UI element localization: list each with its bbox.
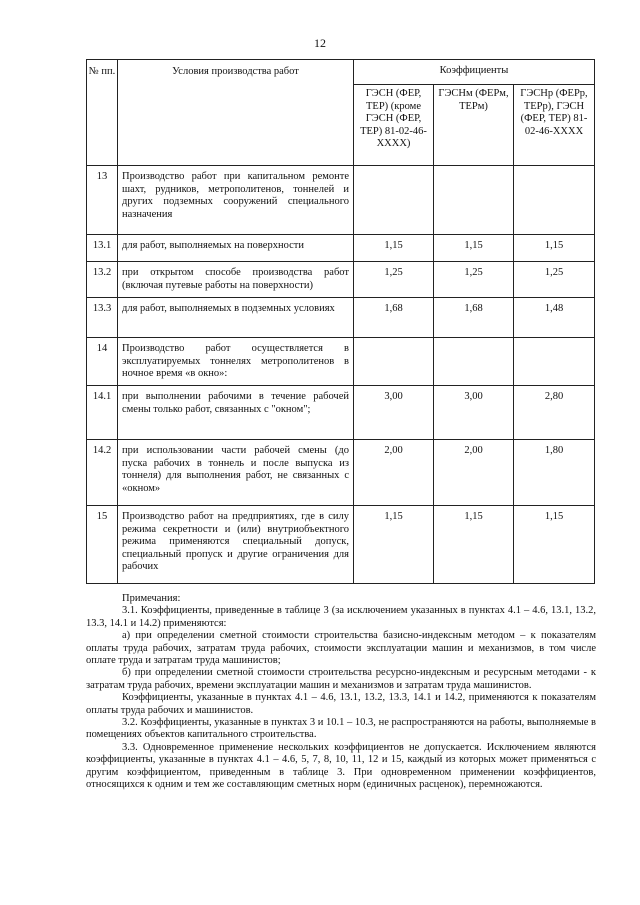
note-paragraph: б) при определении сметной стоимости строительства ресурсно-индексным и ресурсным методами - к затратам труда рабочих, времени эксплуатации машин и механизмов и затратам труда машинистов. — [86, 667, 596, 691]
row-text: для работ, выполняемых в подземных условиях — [118, 298, 354, 338]
header-conditions: Условия производства работ — [118, 60, 354, 166]
row-k2 — [434, 338, 514, 386]
row-k2: 1,15 — [434, 235, 514, 262]
row-text: при использовании части рабочей смены (до пуска рабочих в тоннель и после выпуска из тоннеля) для выполнения работ, не связанных с «окном» — [118, 440, 354, 506]
table-row — [87, 166, 595, 235]
table-row — [87, 506, 595, 584]
row-k3: 1,25 — [514, 262, 595, 298]
row-text: Производство работ при капитальном ремонте шахт, рудников, метрополитенов, тоннелей и других подземных сооружений специального назначения — [118, 166, 354, 235]
note-paragraph: 3.2. Коэффициенты, указанные в пунктах 3 и 10.1 – 10.3, не распространяются на работы, выполняемые в помещениях объектов капитального строительства. — [86, 717, 596, 741]
table-row — [87, 262, 595, 298]
note-paragraph: 3.1. Коэффициенты, приведенные в таблице 3 (за исключением указанных в пунктах 4.1 – 4.6, 13.1, 13.2, 13.3, 14.1 и 14.2) применяются: — [86, 605, 596, 629]
coefficients-table — [86, 59, 595, 584]
row-num: 15 — [87, 506, 118, 584]
row-k1: 1,25 — [354, 262, 434, 298]
row-k3: 1,15 — [514, 235, 595, 262]
row-k1: 1,15 — [354, 235, 434, 262]
header-num: № пп. — [87, 60, 118, 166]
row-k2: 3,00 — [434, 386, 514, 440]
header-col-gesn: ГЭСН (ФЕР, ТЕР) (кроме ГЭСН (ФЕР, ТЕР) 81-02-46-ХХХХ) — [354, 85, 434, 166]
row-k3 — [514, 338, 595, 386]
row-k2: 1,25 — [434, 262, 514, 298]
row-k1: 2,00 — [354, 440, 434, 506]
note-paragraph: 3.3. Одновременное применение нескольких коэффициентов не допускается. Исключением являются коэффициенты, указанные в пунктах 4.1 – 4.6, 5, 7, 8, 10, 11, 12 и 15, каждый из которых может применяться с другим коэффициентом, приведенным в таблице 3. При одновременном применении коэффициентов, относящихся к одним и тем же составляющим сметных норм (единичных расценок), перемножаются. — [86, 741, 596, 791]
row-text: для работ, выполняемых на поверхности — [118, 235, 354, 262]
table-row — [87, 298, 595, 338]
row-k3: 1,48 — [514, 298, 595, 338]
header-col-gesnm: ГЭСНм (ФЕРм, ТЕРм) — [434, 85, 514, 166]
row-k2: 1,68 — [434, 298, 514, 338]
note-paragraph: Коэффициенты, указанные в пунктах 4.1 – 4.6, 13.1, 13.2, 13.3, 14.1 и 14.2, применяются к показателям оплаты труда рабочих и машинистов. — [86, 692, 596, 716]
row-text: при выполнении рабочими в течение рабочей смены только работ, связанных с "окном"; — [118, 386, 354, 440]
table-row — [87, 440, 595, 506]
row-text: Производство работ на предприятиях, где в силу режима секретности и (или) внутриобъектного режима применяются специальный допуск, специальный пропуск и другие ограничения для рабочих — [118, 506, 354, 584]
note-paragraph: а) при определении сметной стоимости строительства базисно-индексным методом – к показателям оплаты труда рабочих, затратам труда рабочих, стоимости эксплуатации машин и механизмов, в том числе оплате труда и затратам труда машинистов; — [86, 630, 596, 667]
table-row — [87, 235, 595, 262]
row-num: 13.1 — [87, 235, 118, 262]
row-k3: 1,80 — [514, 440, 595, 506]
table-row — [87, 386, 595, 440]
row-k2: 2,00 — [434, 440, 514, 506]
row-text: Производство работ осуществляется в эксплуатируемых тоннелях метрополитенов в ночное время «в окно»: — [118, 338, 354, 386]
row-num: 14.2 — [87, 440, 118, 506]
header-coefficients: Коэффициенты — [354, 60, 595, 85]
row-k2: 1,15 — [434, 506, 514, 584]
row-k1: 1,68 — [354, 298, 434, 338]
row-num: 13.2 — [87, 262, 118, 298]
row-k2 — [434, 166, 514, 235]
notes — [86, 593, 596, 792]
row-k3: 1,15 — [514, 506, 595, 584]
row-k1: 1,15 — [354, 506, 434, 584]
table-row — [87, 338, 595, 386]
page-number: 12 — [314, 36, 326, 50]
row-num: 13 — [87, 166, 118, 235]
notes-title: Примечания: — [122, 593, 181, 604]
header-col-gesnr: ГЭСНр (ФЕРр, ТЕРр), ГЭСН (ФЕР, ТЕР) 81-02-46-ХХХХ — [514, 85, 595, 166]
row-num: 13.3 — [87, 298, 118, 338]
row-num: 14.1 — [87, 386, 118, 440]
row-k1 — [354, 338, 434, 386]
row-k3: 2,80 — [514, 386, 595, 440]
row-k1 — [354, 166, 434, 235]
row-num: 14 — [87, 338, 118, 386]
row-k3 — [514, 166, 595, 235]
row-text: при открытом способе производства работ (включая путевые работы на поверхности) — [118, 262, 354, 298]
row-k1: 3,00 — [354, 386, 434, 440]
